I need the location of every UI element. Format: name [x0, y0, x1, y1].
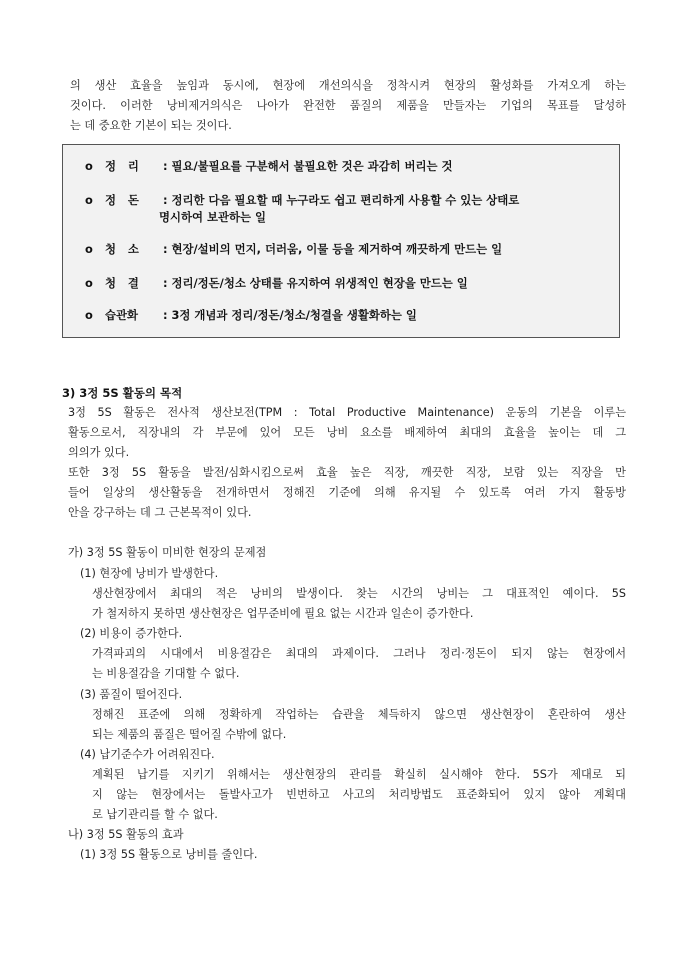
intro-paragraph	[70, 76, 626, 116]
bullet-icon: o	[85, 242, 93, 256]
list-item-text: 지 않는 현장에서는 돌발사고가 빈번하고 사고의 처리방법도 표준화되어 있지 않아 계획대	[92, 788, 626, 801]
definition-desc: 현장/설비의 먼지, 더러움, 이물 등을 제거하여 깨끗하게 만드는 일	[171, 242, 503, 256]
definition-term: 습관화	[105, 308, 139, 322]
definition-term: 청 결	[105, 276, 139, 290]
body-line: 의의가 있다.	[68, 446, 130, 459]
definition-desc: 정리한 다음 필요할 때 누구라도 쉽고 편리하게 사용할 수 있는 상태로	[171, 193, 520, 207]
definition-term: 청 소	[105, 242, 139, 256]
list-item-text: 계획된 납기를 지키기 위해서는 생산현장의 관리를 확실히 실시해야 한다. 5S가 제대로 되	[92, 768, 626, 781]
definition-term: 정 돈	[105, 193, 139, 207]
bullet-icon: o	[85, 193, 93, 207]
list-item-title: (3) 품질이 떨어진다.	[80, 688, 183, 701]
definition-separator: :	[159, 276, 172, 290]
list-item-text: 가격파괴의 시대에서 비용절감은 최대의 과제이다. 그러나 정리·정돈이 되지 않는 현장에서	[92, 647, 626, 660]
subsection-title: 나) 3정 5S 활동의 효과	[68, 828, 184, 841]
body-paragraph	[68, 463, 626, 503]
intro-line: 의 생산 효율을 높임과 동시에, 현장에 개선의식을 정착시켜 현장의 활성화를 가져오게 하는	[70, 79, 626, 92]
list-item-text: 생산현장에서 최대의 적은 낭비의 발생이다. 찾는 시간의 낭비는 그 대표적인 예이다. 5S	[92, 587, 626, 600]
list-item-title: (1) 현장에 낭비가 발생한다.	[80, 567, 219, 580]
definition-term: 정 리	[105, 159, 139, 173]
definition-desc: 정리/정돈/청소 상태를 유지하여 위생적인 현장을 만드는 일	[171, 276, 468, 290]
body-line: 3정 5S 활동은 전사적 생산보전(TPM : Total Productive Maintenance) 운동의 기본을 이루는	[68, 406, 626, 419]
list-item-title: (2) 비용이 증가한다.	[80, 627, 183, 640]
definition-item	[85, 306, 417, 324]
list-item-title: (4) 납기준수가 어려워진다.	[80, 748, 215, 761]
intro-line: 것이다. 이러한 낭비제거의식은 나아가 완전한 품질의 제품을 만들자는 기업의 목표를 달성하	[70, 99, 626, 112]
definition-item	[85, 191, 519, 209]
definition-separator: :	[159, 159, 172, 173]
definition-item	[85, 157, 453, 175]
definition-separator: :	[159, 242, 172, 256]
bullet-icon: o	[85, 159, 93, 173]
bullet-icon: o	[85, 276, 93, 290]
list-item-text: 되는 제품의 품질은 떨어질 수밖에 없다.	[92, 728, 287, 741]
definition-item	[85, 274, 468, 292]
section-heading: 3) 3정 5S 활동의 목적	[62, 386, 183, 400]
subsection-title: 가) 3정 5S 활동이 미비한 현장의 문제점	[68, 546, 267, 559]
list-item-text: 로 납기관리를 할 수 없다.	[92, 808, 218, 821]
body-paragraph	[68, 403, 626, 443]
body-line: 안을 강구하는 데 그 근본목적이 있다.	[68, 506, 252, 519]
definition-item	[85, 240, 502, 258]
definition-desc: 필요/불필요를 구분해서 불필요한 것은 과감히 버리는 것	[171, 159, 453, 173]
list-item-text: 는 비용절감을 기대할 수 없다.	[92, 667, 240, 680]
definition-desc-continued: 명시하여 보관하는 일	[159, 210, 266, 224]
definition-separator: :	[159, 308, 172, 322]
definition-box	[62, 144, 620, 338]
definition-separator: :	[159, 193, 172, 207]
bullet-icon: o	[85, 308, 93, 322]
list-item-text: 정해진 표준에 의해 정확하게 작업하는 습관을 체득하지 않으면 생산현장이 혼란하여 생산	[92, 708, 626, 721]
list-item-text: 가 철저하지 못하면 생산현장은 업무준비에 필요 없는 시간과 일손이 증가한다.	[92, 607, 474, 620]
intro-line: 는 데 중요한 기본이 되는 것이다.	[70, 119, 232, 132]
list-item-title: (1) 3정 5S 활동으로 낭비를 줄인다.	[80, 848, 258, 861]
body-line: 활동으로서, 직장내의 각 부문에 있어 모든 낭비 요소를 배제하여 최대의 효율을 높이는 데 그	[68, 426, 626, 439]
definition-desc: 3정 개념과 정리/정돈/청소/청결을 생활화하는 일	[171, 308, 417, 322]
body-line: 들어 일상의 생산활동을 전개하면서 정해진 기준에 의해 유지될 수 있도록 여러 가지 활동방	[68, 486, 626, 499]
body-line: 또한 3정 5S 활동을 발전/심화시킴으로써 효율 높은 직장, 깨끗한 직장, 보람 있는 직장을 만	[68, 466, 626, 479]
